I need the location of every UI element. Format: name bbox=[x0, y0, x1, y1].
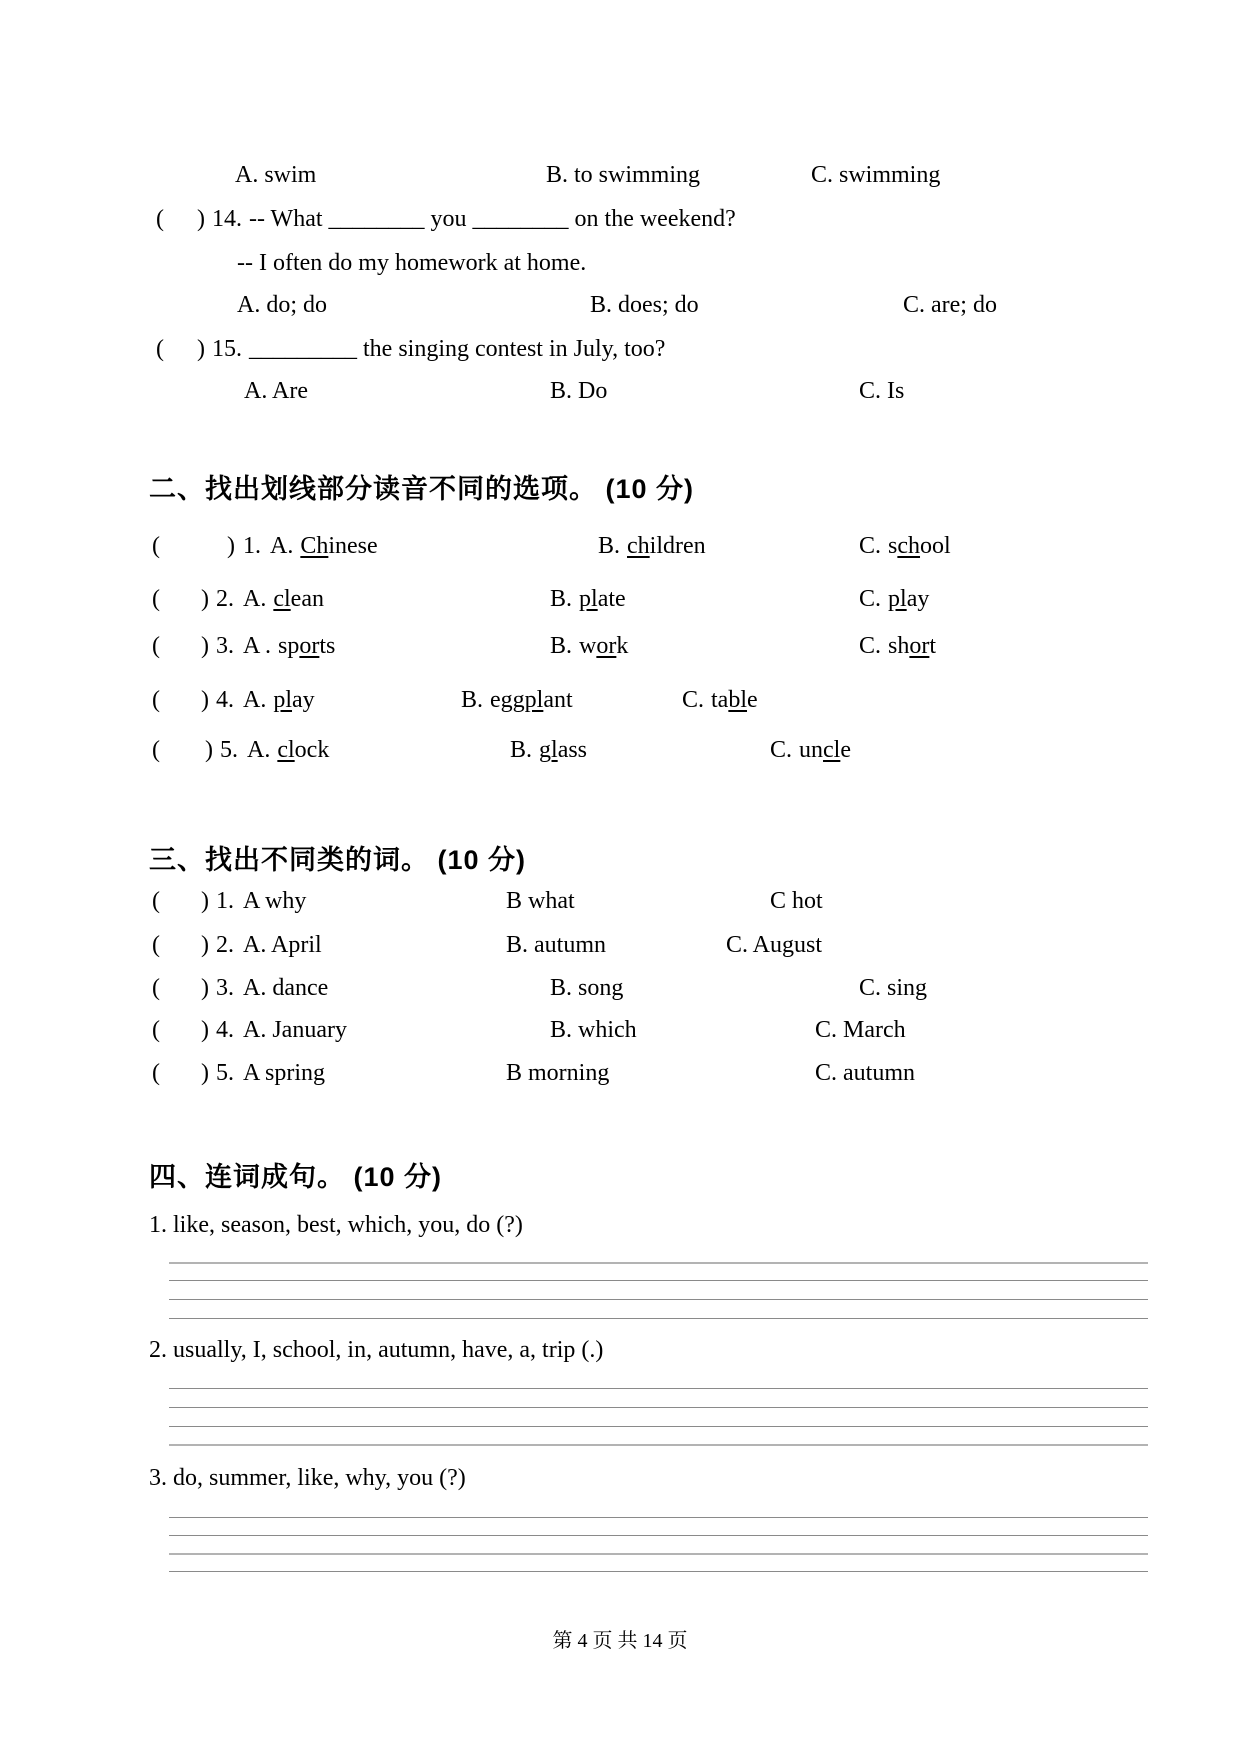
s3-row4-option-a: A. January bbox=[243, 1017, 347, 1043]
option-label: A. bbox=[247, 737, 271, 763]
q14-option-a: A. do; do bbox=[237, 292, 327, 318]
question-15-number: 15. bbox=[212, 336, 242, 362]
s3-row1-option-a: A why bbox=[243, 888, 307, 914]
answer-paren-open: ( bbox=[152, 975, 160, 1001]
question-14-number: 14. bbox=[212, 206, 242, 232]
s3-row2-option-a: A. April bbox=[243, 932, 322, 958]
option-word: table bbox=[711, 687, 758, 713]
answer-line bbox=[169, 1571, 1148, 1572]
s2-row1-option-a bbox=[270, 533, 378, 560]
option-label: C. bbox=[859, 586, 882, 612]
q13-option-c: C. swimming bbox=[811, 162, 941, 188]
answer-line bbox=[169, 1517, 1148, 1518]
option-label: C. bbox=[770, 737, 793, 763]
option-label: B. bbox=[461, 687, 484, 713]
option-label: A. bbox=[243, 586, 267, 612]
answer-paren-open: ( bbox=[156, 206, 164, 232]
s2-row4-option-b bbox=[461, 687, 573, 714]
s2-row1-number: 1. bbox=[243, 533, 261, 559]
answer-paren-open: ( bbox=[152, 1017, 160, 1043]
option-label: B. bbox=[550, 586, 573, 612]
answer-paren-close: ) bbox=[205, 737, 213, 763]
s2-row5-option-a bbox=[247, 737, 329, 764]
answer-paren-open: ( bbox=[152, 586, 160, 612]
answer-paren-close: ) bbox=[197, 206, 205, 232]
page-number-footer: 第 4 页 共 14 页 bbox=[552, 1630, 688, 1652]
option-word: children bbox=[627, 533, 706, 559]
answer-paren-close: ) bbox=[201, 932, 209, 958]
s2-row3-option-c bbox=[859, 633, 936, 660]
s2-row1-option-c bbox=[859, 533, 951, 560]
option-word: plate bbox=[579, 586, 626, 612]
answer-line bbox=[169, 1535, 1148, 1536]
q13-option-b: B. to swimming bbox=[546, 162, 701, 188]
s2-row3-option-a bbox=[243, 633, 335, 660]
s3-row4-option-c: C. March bbox=[815, 1017, 906, 1043]
question-14-text: -- What ________ you ________ on the weekend? bbox=[249, 206, 736, 232]
option-label: B. bbox=[550, 633, 573, 659]
q14-option-c: C. are; do bbox=[903, 292, 997, 318]
s3-row1-option-b: B what bbox=[506, 888, 575, 914]
answer-line bbox=[169, 1280, 1148, 1281]
answer-paren-open: ( bbox=[156, 336, 164, 362]
question-15-text: _________ the singing contest in July, too? bbox=[249, 336, 666, 362]
s3-row3-option-b: B. song bbox=[550, 975, 624, 1001]
answer-paren-open: ( bbox=[152, 932, 160, 958]
question-15 bbox=[212, 336, 665, 363]
answer-paren-close: ) bbox=[201, 1060, 209, 1086]
option-word: school bbox=[888, 533, 951, 559]
answer-line bbox=[169, 1444, 1148, 1446]
s2-row5-option-c bbox=[770, 737, 851, 764]
q15-option-b: B. Do bbox=[550, 378, 608, 404]
q15-option-c: C. Is bbox=[859, 378, 905, 404]
answer-paren-close: ) bbox=[201, 1017, 209, 1043]
s3-row4-option-b: B. which bbox=[550, 1017, 637, 1043]
q15-option-a: A. Are bbox=[244, 378, 308, 404]
s2-row2-option-b bbox=[550, 586, 626, 613]
section2-heading: 二、找出划线部分读音不同的选项。 (10 分) bbox=[149, 474, 695, 504]
option-word: Chinese bbox=[300, 533, 378, 559]
answer-paren-close: ) bbox=[197, 336, 205, 362]
question-14-reply: -- I often do my homework at home. bbox=[237, 250, 587, 276]
s3-row3-option-c: C. sing bbox=[859, 975, 928, 1001]
answer-paren-open: ( bbox=[152, 533, 160, 559]
answer-line bbox=[169, 1318, 1148, 1319]
s3-row3-number: 3. bbox=[216, 975, 234, 1001]
answer-paren-open: ( bbox=[152, 737, 160, 763]
answer-paren-open: ( bbox=[152, 888, 160, 914]
s2-row2-option-c bbox=[859, 586, 929, 613]
option-word: play bbox=[273, 687, 315, 713]
answer-line bbox=[169, 1407, 1148, 1408]
answer-paren-open: ( bbox=[152, 687, 160, 713]
section3-heading: 三、找出不同类的词。 (10 分) bbox=[149, 845, 527, 875]
s4-question-2: 2. usually, I, school, in, autumn, have, a, trip (.) bbox=[149, 1337, 604, 1363]
option-word: clock bbox=[277, 737, 330, 763]
q14-option-b: B. does; do bbox=[590, 292, 699, 318]
option-word: short bbox=[888, 633, 937, 659]
question-14 bbox=[212, 206, 736, 233]
s2-row4-option-c bbox=[682, 687, 758, 714]
option-label: B. bbox=[598, 533, 621, 559]
option-label: C. bbox=[859, 533, 882, 559]
answer-line bbox=[169, 1426, 1148, 1427]
s3-row2-option-c: C. August bbox=[726, 932, 823, 958]
s2-row4-option-a bbox=[243, 687, 315, 714]
s3-row1-number: 1. bbox=[216, 888, 234, 914]
s3-row3-option-a: A. dance bbox=[243, 975, 329, 1001]
s2-row4-number: 4. bbox=[216, 687, 234, 713]
answer-line bbox=[169, 1262, 1148, 1264]
section4-heading: 四、连词成句。 (10 分) bbox=[149, 1162, 443, 1192]
option-label: A . bbox=[243, 633, 272, 659]
answer-paren-close: ) bbox=[201, 586, 209, 612]
s2-row3-number: 3. bbox=[216, 633, 234, 659]
s2-row5-number: 5. bbox=[220, 737, 238, 763]
answer-line bbox=[169, 1553, 1148, 1555]
option-word: uncle bbox=[799, 737, 851, 763]
s2-row1-option-b bbox=[598, 533, 706, 560]
answer-paren-close: ) bbox=[227, 533, 235, 559]
s3-row5-option-c: C. autumn bbox=[815, 1060, 915, 1086]
option-label: B. bbox=[510, 737, 533, 763]
s2-row3-option-b bbox=[550, 633, 628, 660]
answer-paren-close: ) bbox=[201, 888, 209, 914]
s4-question-1: 1. like, season, best, which, you, do (?) bbox=[149, 1212, 523, 1238]
s3-row5-option-b: B morning bbox=[506, 1060, 610, 1086]
option-label: C. bbox=[682, 687, 705, 713]
answer-line bbox=[169, 1388, 1148, 1389]
option-word: clean bbox=[273, 586, 324, 612]
option-label: A. bbox=[243, 687, 267, 713]
s3-row4-number: 4. bbox=[216, 1017, 234, 1043]
s2-row2-number: 2. bbox=[216, 586, 234, 612]
option-word: work bbox=[579, 633, 629, 659]
option-word: sports bbox=[278, 633, 336, 659]
option-word: play bbox=[888, 586, 930, 612]
q13-option-a: A. swim bbox=[235, 162, 317, 188]
s3-row1-option-c: C hot bbox=[770, 888, 823, 914]
answer-paren-open: ( bbox=[152, 1060, 160, 1086]
s3-row2-number: 2. bbox=[216, 932, 234, 958]
answer-paren-close: ) bbox=[201, 687, 209, 713]
s2-row2-option-a bbox=[243, 586, 324, 613]
s4-question-3: 3. do, summer, like, why, you (?) bbox=[149, 1465, 466, 1491]
s3-row2-option-b: B. autumn bbox=[506, 932, 606, 958]
option-label: A. bbox=[270, 533, 294, 559]
option-word: glass bbox=[539, 737, 588, 763]
s3-row5-option-a: A spring bbox=[243, 1060, 326, 1086]
option-label: C. bbox=[859, 633, 882, 659]
answer-paren-open: ( bbox=[152, 633, 160, 659]
answer-paren-close: ) bbox=[201, 975, 209, 1001]
s2-row5-option-b bbox=[510, 737, 587, 764]
answer-paren-close: ) bbox=[201, 633, 209, 659]
s3-row5-number: 5. bbox=[216, 1060, 234, 1086]
answer-line bbox=[169, 1299, 1148, 1300]
option-word: eggplant bbox=[490, 687, 573, 713]
